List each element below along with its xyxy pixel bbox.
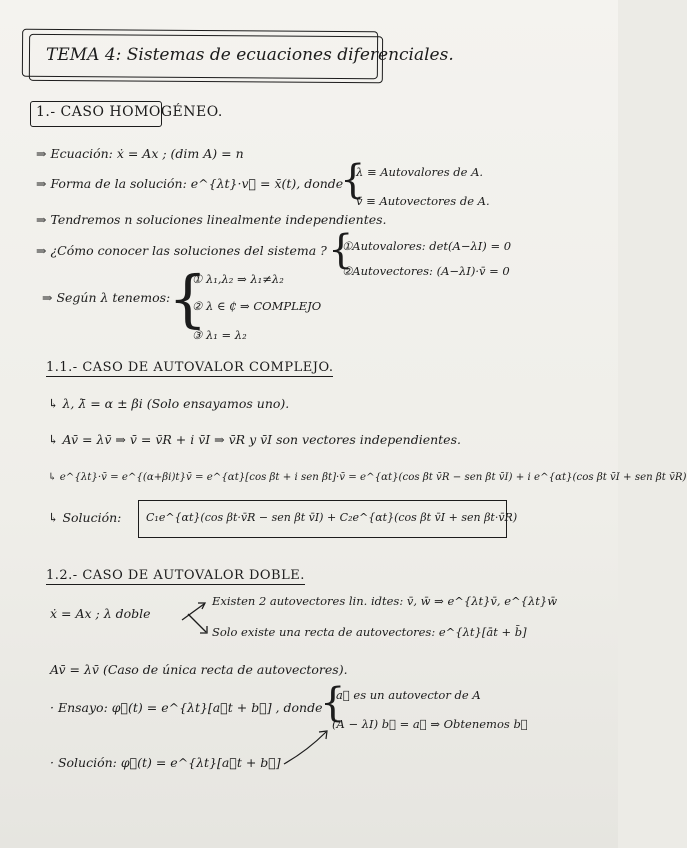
- tendremos-line: ⇒ Tendremos n soluciones linealmente independientes.: [36, 212, 387, 227]
- complejo-line-1: ↳ λ, λ̄ = α ± βi (Solo ensayamos uno).: [48, 396, 290, 411]
- brace-casos: {: [168, 262, 208, 335]
- solucion-complejo: C₁e^{αt}(cos βt·v̄R − sen βt v̄I) + C₂e^{αt}(cos βt v̄I + sen βt·v̄R): [146, 511, 518, 524]
- av-line: Av̄ = λv̄ (Caso de única recta de autovectores).: [50, 662, 348, 677]
- brace-pasos: {: [328, 227, 354, 273]
- section1-heading: 1.- CASO HOMOGÉNEO.: [36, 104, 223, 120]
- section12-heading-text: 1.2.- CASO DE AUTOVALOR DOBLE.: [46, 568, 305, 583]
- brace-forma: {: [340, 157, 366, 203]
- sistema-doble: ẋ = Ax ; λ doble: [50, 606, 151, 621]
- opcion-una-recta: Solo existe una recta de autovectores: e^{λt}[āt + b̄]: [212, 625, 527, 639]
- ensayo-b: (A − λI) b⃗ = a⃗ ⇒ Obtenemos b⃗: [332, 717, 528, 731]
- section12-heading: [46, 568, 305, 583]
- page-title: TEMA 4: Sistemas de ecuaciones diferenciales.: [46, 45, 454, 65]
- caso-complejo: ② λ ∈ ₵ ⇒ COMPLEJO: [192, 299, 322, 313]
- ensayo-line: · Ensayo: φ⃗(t) = e^{λt}[a⃗t + b⃗] , donde: [50, 700, 323, 715]
- solucion-doble: · Solución: φ⃗(t) = e^{λt}[a⃗t + b⃗]: [50, 755, 281, 770]
- brace-ensayo: {: [320, 680, 346, 726]
- como-conocer-line: ⇒ ¿Cómo conocer las soluciones del sistema ?: [36, 243, 327, 258]
- complejo-line-2: ↳ Av̄ = λv̄ ⇒ v̄ = v̄R + i v̄I ⇒ v̄R y v̄I son vectores independientes.: [48, 432, 461, 447]
- section11-heading: [46, 360, 333, 375]
- ecuacion-line: ⇒ Ecuación: ẋ = Ax ; (dim A) = n: [36, 146, 244, 161]
- paso-autovectores: ②Autovectores: (A−λI)·v̄ = 0: [342, 264, 510, 278]
- section11-heading-text: 1.1.- CASO DE AUTOVALOR COMPLEJO.: [46, 360, 334, 375]
- forma-lambda: λ ≡ Autovalores de A.: [356, 165, 484, 179]
- arrow-icon-up-right: [282, 728, 332, 768]
- opcion-dos-autovectores: Existen 2 autovectores lin. idtes: v̄, w̄ ⇒ e^{λt}v̄, e^{λt}w̄: [212, 594, 558, 608]
- ensayo-a: a⃗ es un autovector de A: [336, 688, 481, 702]
- forma-solucion-line: ⇒ Forma de la solución: e^{λt}·v⃗ = x̄(t), donde: [36, 176, 344, 191]
- solucion-label: ↳ Solución:: [48, 510, 122, 525]
- segun-line: ⇒ Según λ tenemos:: [42, 290, 171, 305]
- caso-distintos: ① λ₁,λ₂ ⇒ λ₁≠λ₂: [192, 272, 284, 286]
- paso-autovalores: ①Autovalores: det(A−λI) = 0: [342, 239, 512, 253]
- complejo-line-3: ↳ e^{λt}·v̄ = e^{(α+βi)t}v̄ = e^{αt}[cos βt + i sen βt]·v̄ = e^{αt}(cos βt v̄R − sen βt v̄I) + i e^{αt}(cos βt v̄I + sen βt v̄R): [48, 472, 687, 483]
- forma-v: v̄ ≡ Autovectores de A.: [356, 194, 490, 208]
- caso-doble: ③ λ₁ = λ₂: [192, 328, 247, 342]
